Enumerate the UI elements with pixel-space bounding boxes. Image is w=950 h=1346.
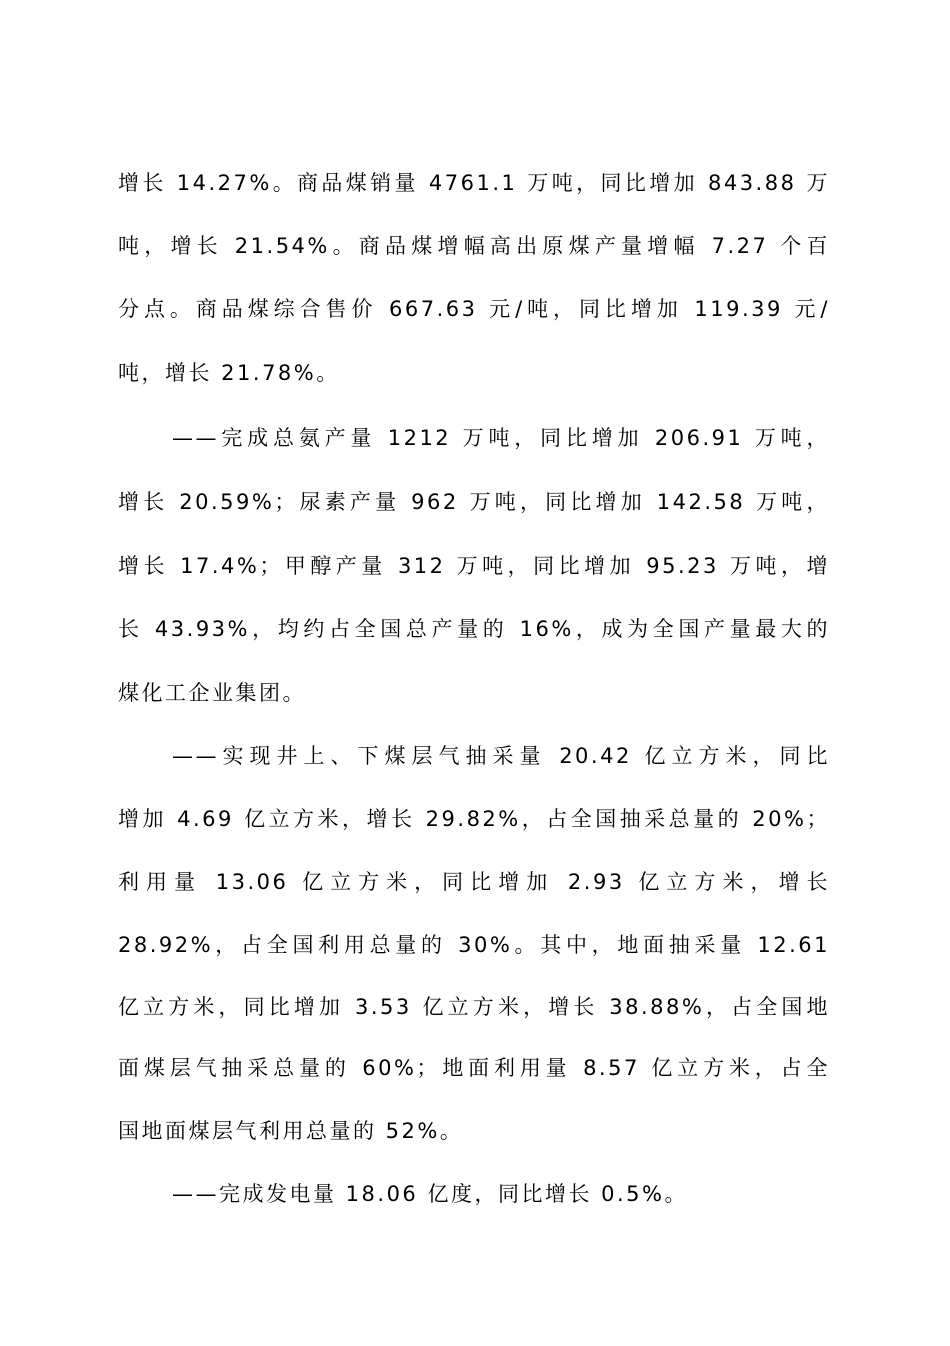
text-line: ——完成总氨产量 1212 万吨，同比增加 206.91 万吨， <box>172 426 830 450</box>
text-line: 利用量 13.06 亿立方米，同比增加 2.93 亿立方米，增长 <box>118 870 830 894</box>
text-line: 增长 14.27%。商品煤销量 4761.1 万吨，同比增加 843.88 万 <box>118 171 830 195</box>
text-line: 煤化工企业集团。 <box>118 681 306 705</box>
text-line: 长 43.93%，均约占全国总产量的 16%，成为全国产量最大的 <box>118 617 830 641</box>
text-line: 增长 20.59%；尿素产量 962 万吨，同比增加 142.58 万吨， <box>118 490 830 514</box>
text-line: ——实现井上、下煤层气抽采量 20.42 亿立方米，同比 <box>172 744 830 768</box>
text-line: 分点。商品煤综合售价 667.63 元/吨，同比增加 119.39 元/ <box>118 297 830 321</box>
text-line: 吨，增长 21.78%。 <box>118 361 340 385</box>
text-line: 增加 4.69 亿立方米，增长 29.82%，占全国抽采总量的 20%； <box>118 807 830 831</box>
text-line: ——完成发电量 18.06 亿度，同比增长 0.5%。 <box>172 1182 688 1206</box>
text-line: 国地面煤层气利用总量的 52%。 <box>118 1119 464 1143</box>
text-line: 增长 17.4%；甲醇产量 312 万吨，同比增加 95.23 万吨，增 <box>118 554 830 578</box>
text-line: 吨，增长 21.54%。商品煤增幅高出原煤产量增幅 7.27 个百 <box>118 234 830 258</box>
text-line: 面煤层气抽采总量的 60%；地面利用量 8.57 亿立方米，占全 <box>118 1056 830 1080</box>
text-line: 28.92%，占全国利用总量的 30%。其中，地面抽采量 12.61 <box>118 933 830 957</box>
text-line: 亿立方米，同比增加 3.53 亿立方米，增长 38.88%，占全国地 <box>118 995 830 1019</box>
